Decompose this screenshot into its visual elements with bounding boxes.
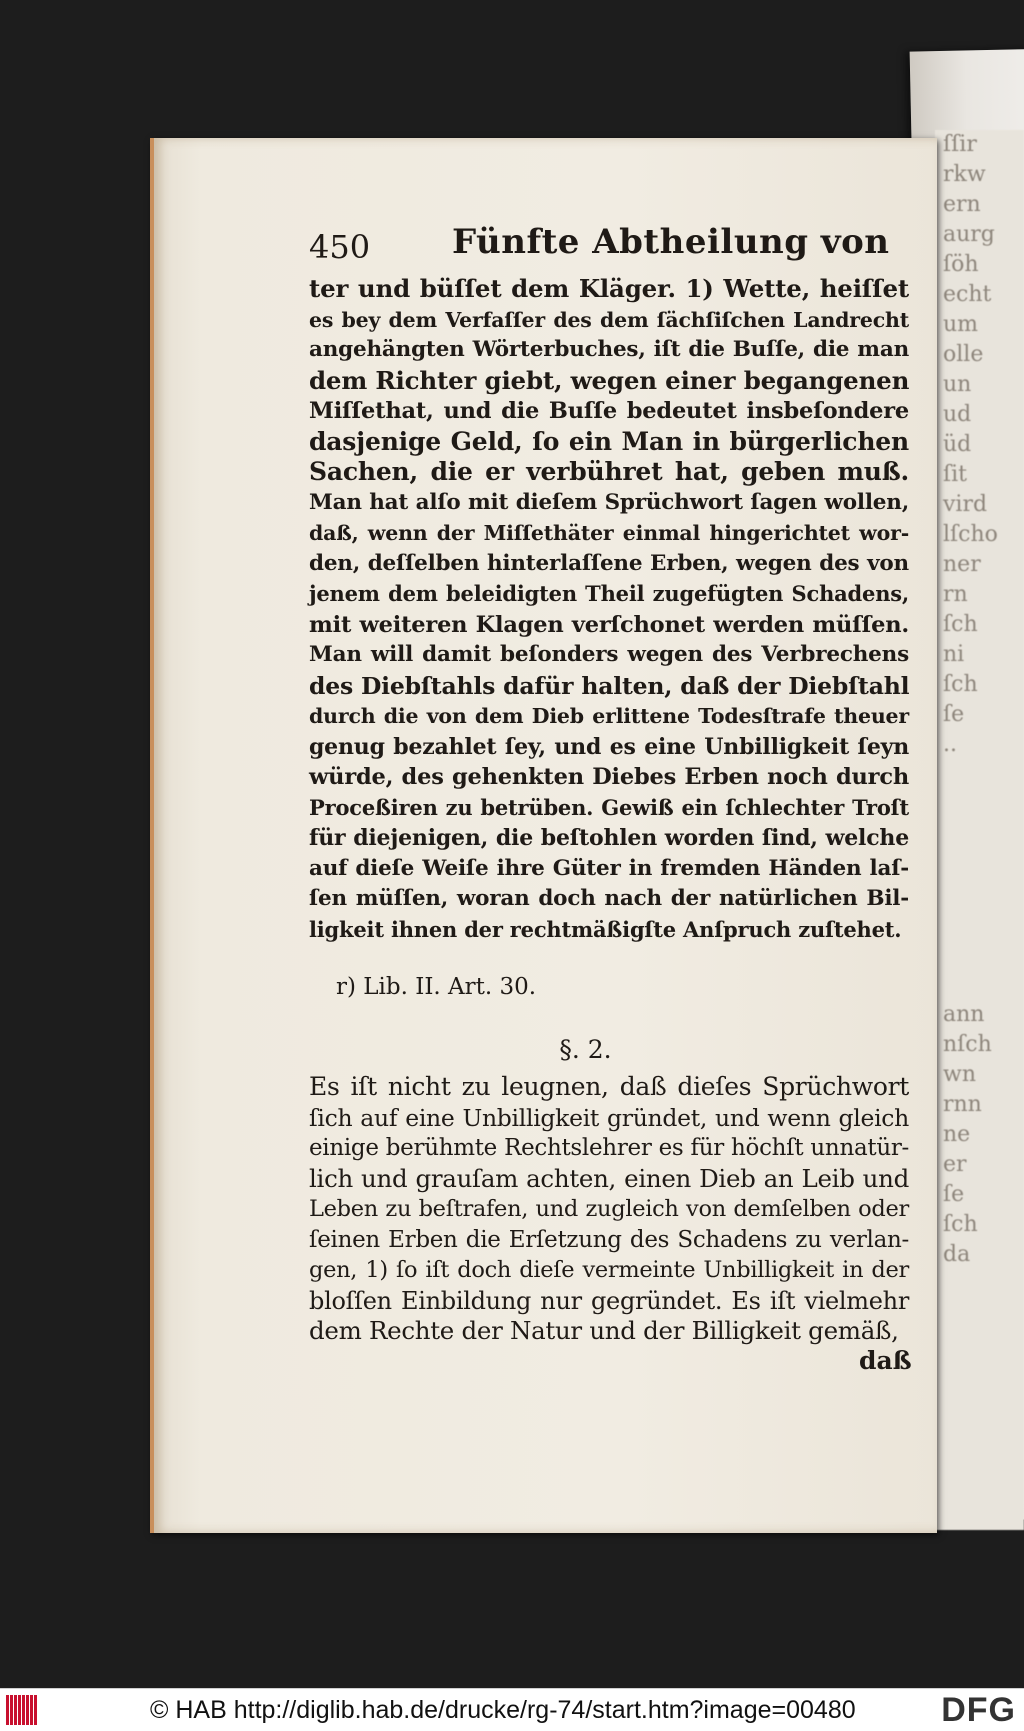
text-line: einige berühmte Rechtslehrer es für höchſt unnatür- [309, 1135, 909, 1161]
running-title: Fünfte Abtheilung von [452, 222, 890, 262]
text-line: Man will damit beſonders wegen des Verbrechens [309, 642, 909, 667]
text-line: mit weiteren Klagen verſchonet werden müſſen. [309, 611, 909, 638]
text-line: durch die von dem Dieb erlittene Todesſtrafe theuer [309, 704, 909, 728]
text-line: jenem dem beleidigten Theil zugefügten Schadens, [309, 581, 909, 606]
text-line: Miſſethat, und die Buſſe bedeutet insbeſondere [309, 398, 909, 424]
paragraph-2 [309, 1072, 909, 1347]
text-line: lich und grauſam achten, einen Dieb an Leib und [309, 1163, 909, 1193]
text-line: gen, 1) ſo iſt doch dieſe vermeinte Unbilligkeit in der [309, 1257, 909, 1283]
text-line: dem Rechte der Natur und der Billigkeit gemäß, [309, 1316, 899, 1345]
source-credit-link[interactable]: © HAB http://diglib.hab.de/drucke/rg-74/start.htm?image=00480 [150, 1696, 856, 1724]
text-line: Leben zu beſtrafen, und zugleich von demſelben oder [309, 1196, 909, 1222]
book-page [150, 138, 937, 1533]
text-line: würde, des gehenkten Diebes Erben noch durch [309, 764, 909, 790]
hab-logo-icon [6, 1693, 46, 1727]
text-line: auf dieſe Weiſe ihre Güter in fremden Händen laſ- [309, 855, 909, 881]
text-line: bloſſen Einbildung nur gegründet. Es iſt vielmehr [309, 1286, 909, 1315]
text-line: ſeinen Erben die Erſetzung des Schadens zu verlan- [309, 1226, 909, 1253]
footnote: r) Lib. II. Art. 30. [336, 974, 537, 1000]
text-line: für diejenigen, die beſtohlen worden ſind, welche [309, 825, 909, 851]
section-heading: §. 2. [559, 1035, 612, 1064]
facing-page-text-bleed: ſſir rkw ern aurg ſöh echt um olle un ud üd ſit vird lſcho ner rn ſch ni ſch ſe .. ann nſch wn rnn ne er ſe ſch da [943, 132, 998, 1267]
catchword: daß [859, 1346, 912, 1375]
page-number: 450 [309, 228, 371, 266]
text-line: ter und büſſet dem Kläger. 1) Wette, heiſſet [309, 274, 909, 303]
facing-page-bleed [935, 130, 1024, 1530]
text-line: Sachen, die er verbühret hat, geben muß. [309, 457, 909, 486]
text-line: ſich auf eine Unbilligkeit gründet, und wenn gleich [309, 1103, 909, 1132]
footer-bar [0, 1688, 1024, 1731]
text-line: Man hat alſo mit dieſem Sprüchwort ſagen wollen, [309, 489, 909, 515]
text-line: dasjenige Geld, ſo ein Man in bürgerlichen [309, 426, 909, 456]
text-line: es bey dem Verfaſſer des dem ſächſiſchen Landrecht [309, 307, 909, 332]
text-line: Es iſt nicht zu leugnen, daß dieſes Sprüchwort [309, 1072, 909, 1101]
text-line: dem Richter giebt, wegen einer begangenen [309, 365, 910, 395]
text-line: des Diebſtahls dafür halten, daß der Diebſtahl [309, 671, 910, 700]
text-line: den, deſſelben hinterlaſſene Erben, wegen des von [309, 550, 909, 576]
text-line: genug bezahlet ſey, und es eine Unbilligkeit ſeyn [309, 733, 909, 760]
text-line: ſen müſſen, woran doch nach der natürlichen Bil- [309, 886, 909, 911]
text-line: Proceßiren zu betrüben. Gewiß ein ſchlechter Troſt [309, 794, 909, 820]
text-line: angehängten Wörterbuches, iſt die Buſſe, die man [309, 337, 909, 362]
paragraph-1 [309, 274, 909, 945]
dfg-logo: DFG [941, 1691, 1016, 1729]
text-line: ligkeit ihnen der rechtmäßigſte Anſpruch zuſtehet. [309, 916, 902, 942]
text-line: daß, wenn der Miſſethäter einmal hingerichtet wor- [309, 521, 909, 545]
